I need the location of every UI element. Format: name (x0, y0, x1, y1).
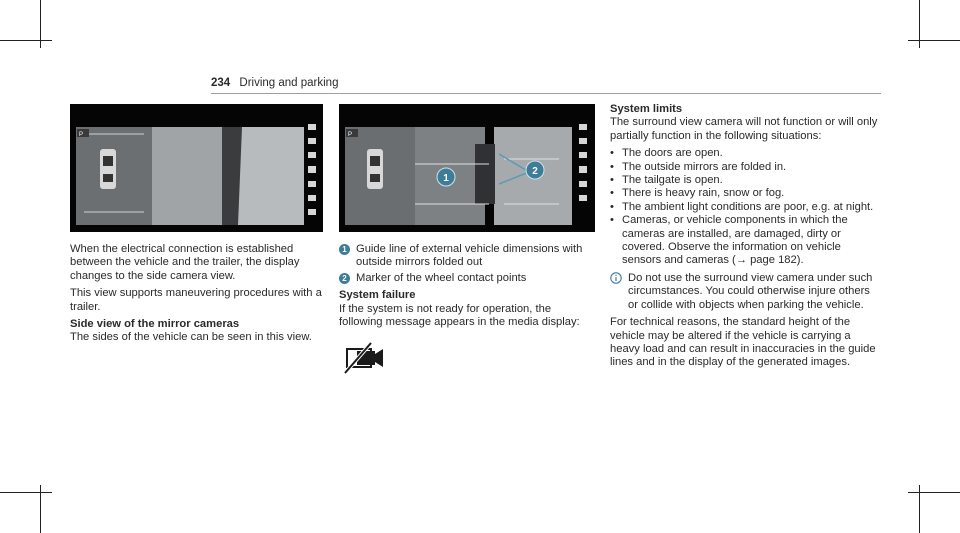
section-heading-system-failure: System failure (339, 289, 416, 302)
callout-2-text: Marker of the wheel contact points (356, 271, 527, 284)
list-item: • There is heavy rain, snow or fog. (610, 187, 882, 200)
car-top-view (100, 149, 116, 189)
column-3 (610, 103, 882, 374)
callout-1-description (339, 243, 597, 270)
intro-paragraph: When the electrical connection is established between the vehicle and the trailer, the display changes to the side camera view. (70, 243, 300, 282)
crop-mark (0, 492, 52, 493)
list-item: • The outside mirrors are folded in. (610, 161, 882, 174)
side-view-paragraph: The sides of the vehicle can be seen in this view. (70, 331, 312, 344)
crop-mark (908, 492, 960, 493)
list-item: • The doors are open. (610, 147, 882, 160)
limits-list (610, 147, 882, 268)
guide-line-screenshot (339, 104, 595, 232)
system-limits-intro: The surround view camera will not function or will only partially function in the following situations: (610, 116, 878, 142)
list-item: • Cameras, or vehicle components in which the cameras are installed, are damaged, dirty or covered. Observe the information on vehicle sensors and cameras (→ page 182). (610, 214, 882, 268)
list-item: • The tailgate is open. (610, 174, 882, 187)
technical-reasons-paragraph: For technical reasons, the standard height of the vehicle may be altered if the vehicle is carrying a heavy load and can result in inaccuracies in the guide lines and in the display of the generated images. (610, 316, 876, 369)
callout-marker-1-label: 1 (443, 173, 449, 184)
camera-unavailable-icon (341, 339, 391, 377)
list-item: • The ambient light conditions are poor, e.g. at night. (610, 201, 882, 214)
crop-mark (908, 40, 960, 41)
column-1 (70, 243, 328, 349)
crop-mark (0, 40, 52, 41)
callout-marker-2-label: 2 (532, 166, 538, 177)
info-icon (610, 272, 622, 284)
section-heading-system-limits: System limits (610, 103, 683, 115)
column-2 (339, 243, 597, 382)
system-failure-paragraph: If the system is not ready for operation, the following message appears in the media display: (339, 302, 580, 329)
page-header (211, 77, 338, 89)
side-camera-display (70, 104, 323, 232)
section-heading-side-view: Side view of the mirror cameras (70, 318, 240, 331)
callout-2-badge: 2 (339, 273, 350, 284)
callout-1-badge: 1 (339, 244, 350, 255)
page-number: 234 (211, 77, 231, 89)
park-indicator: P (79, 132, 84, 138)
note-text: Do not use the surround view camera under such circumstances. You could otherwise injure others or collide with objects when parking the vehicle. (628, 271, 873, 311)
section-title: Driving and parking (239, 77, 339, 89)
park-indicator: P (348, 132, 353, 138)
side-camera-screenshot (70, 104, 323, 232)
note-block (610, 272, 882, 312)
header-rule (211, 93, 881, 94)
callout-2-description (339, 272, 597, 285)
callout-1-text: Guide line of external vehicle dimensions with outside mirrors folded out (356, 243, 583, 269)
guide-line-display (339, 104, 595, 232)
trailer-paragraph: This view supports maneuvering procedures with a trailer. (70, 287, 322, 313)
